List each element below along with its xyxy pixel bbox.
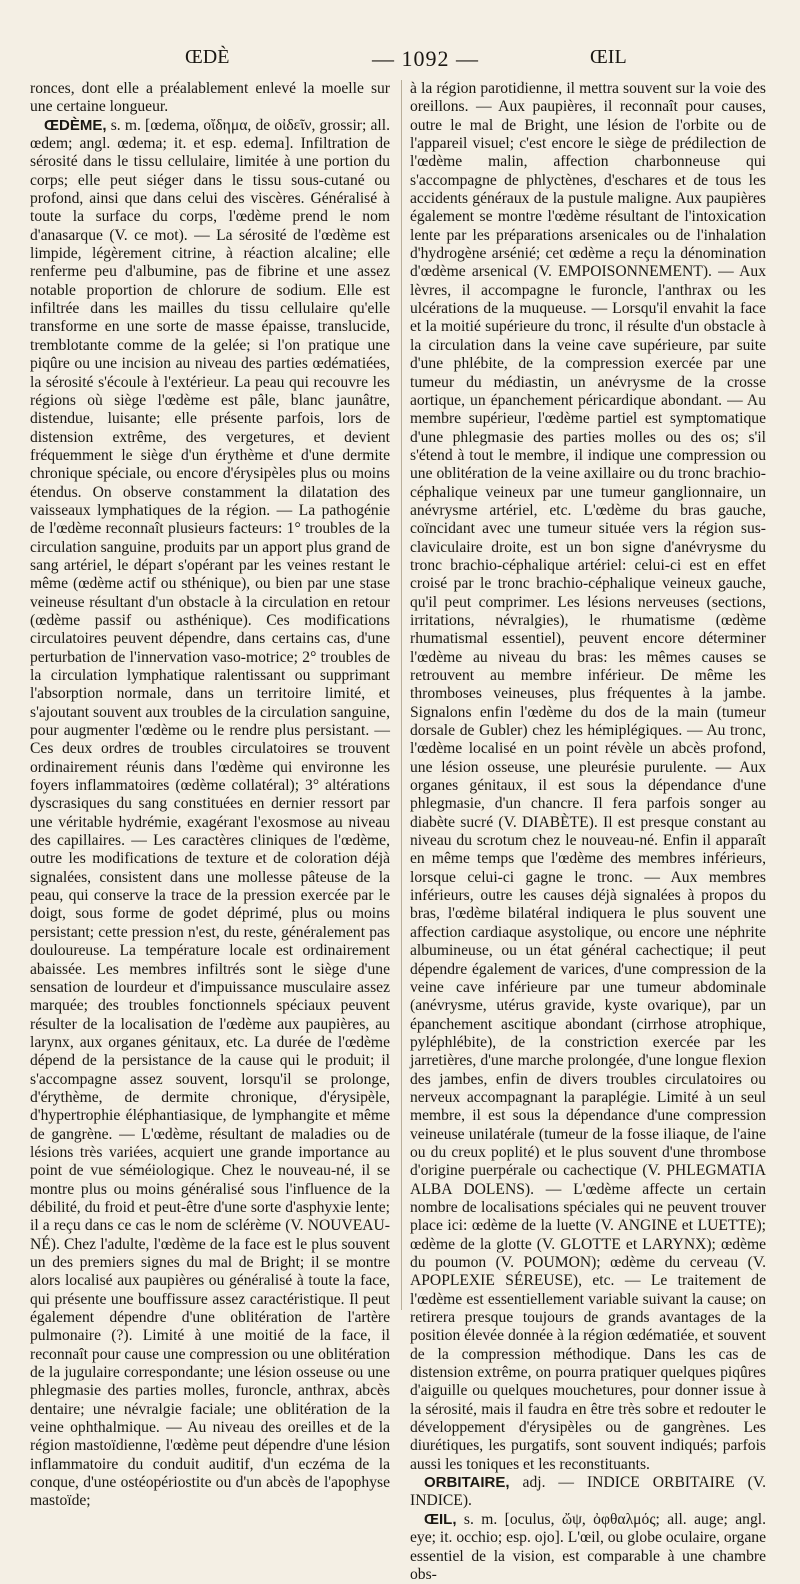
- running-head-right: ŒIL: [590, 46, 627, 68]
- column-divider: [401, 80, 402, 1310]
- page-number: — 1092 —: [372, 46, 479, 71]
- page-header: [30, 46, 760, 80]
- entry-orbitaire-text: adj. — INDICE ORBITAIRE (V. INDICE).: [410, 1474, 766, 1510]
- headword-oedeme: ŒDÈME,: [44, 116, 107, 134]
- entry-oeil-text: s. m. [oculus, ὤψ, ὀφθαλμός; all. auge; angl. eye; it. occhio; esp. ojo]. L'œil, ou globe oculaire, organe essentiel de la vision, est comparable à une chambre obs-: [410, 1510, 766, 1583]
- paragraph-ronces: ronces, dont elle a préalablement enlevé la moelle sur une certaine longueur.: [30, 80, 390, 116]
- entry-oedeme-text: s. m. [œdema, οἴδημα, de οἰδεῖν, grossir; all. œdem; angl. œdema; it. et esp. edema]. Infiltration de sérosité dans le tissu cellulaire, limitée à une portion du corps; elle peut siéger dans le tissu sous-cutané ou profond, ainsi que dans celui des viscères. Généralisé à toute la surface du corps, l'œdème prend le nom d'anasarque (V. ce mot). — La sérosité de l'œdème est limpide, légèrement citrine, à réaction alcaline; elle renferme peu d'albumine, pas de fibrine et une assez notable proportion de chlorure de sodium. Elle est infiltrée dans les mailles du tissu cellulaire qu'elle transforme en une sorte de masse épaisse, translucide, tremblotante comme de la gelée; si l'on pratique une piqûre ou une incision au niveau des parties œdématiées, la sérosité s'écoule à l'extérieur. La peau qui recouvre les régions où siège l'œdème est pâle, blanc jaunâtre, distendue, luisante; elle présente parfois, lors de distension extrême, des vergetures, et devient fréquemment le siège d'un érythème et d'une dermite chronique spéciale, ou encore d'érysipèles plus ou moins étendus. On observe constamment la dilatation des vaisseaux lymphatiques de la région. — La pathogénie de l'œdème reconnaît plusieurs facteurs: 1° troubles de la circulation sanguine, produits par un apport plus grand de sang artériel, le départ s'opérant par les veines restant le même (œdème actif ou sthénique), ou bien par une stase veineuse résultant d'un obstacle à la circulation en retour (œdème passif ou asthénique). Ces modifications circulatoires peuvent dépendre, dans certains cas, d'une perturbation de l'innervation vaso-motrice; 2° troubles de la circulation lymphatique ralentissant ou supprimant l'absorption normale, dans un territoire limité, et s'ajoutant souvent aux troubles de la circulation sanguine, pour augmenter l'œdème ou le rendre plus persistant. — Ces deux ordres de troubles circulatoires se trouvent ordinairement réunis dans l'œdème qui environne les foyers inflammatoires (œdème collatéral); 3° altérations dyscrasiques du sang constituées en dernier ressort par une véritable hydrémie, exagérant l'exosmose au niveau des capillaires. — Les caractères cliniques de l'œdème, outre les modifications de texture et de coloration déjà signalées, consistent dans une mollesse pâteuse de la peau, qui conserve la trace de la pression exercée par le doigt, sous forme de godet déprimé, plus ou moins persistant; cette pression n'est, du reste, généralement pas douloureuse. La température locale est ordinairement abaissée. Les membres infiltrés sont le siège d'une sensation de lourdeur et d'impuissance musculaire assez marquée; des troubles fonctionnels spéciaux peuvent résulter de la localisation de l'œdème aux paupières, au larynx, aux organes génitaux, etc. La durée de l'œdème dépend de la persistance de la cause qui le produit; il s'accompagne assez souvent, lorsqu'il se prolonge, d'érythème, de dermite chronique, d'érysipèle, d'hypertrophie éléphantiasique, de lymphangite et même de gangrène. — L'œdème, résultant de maladies ou de lésions très variées, acquiert une grande importance au point de vue séméiologique. Chez le nouveau-né, il se montre plus ou moins généralisé sous l'influence de la débilité, du froid et peut-être d'une sorte d'asphyxie lente; il a reçu dans ce cas le nom de sclérème (V. NOUVEAU-NÉ). Chez l'adulte, l'œdème de la face est le plus souvent un des premiers signes du mal de Bright; il se montre alors localisé aux paupières ou généralisé à toute la face, qui présente une bouffissure assez caractéristique. Il peut également dépendre d'une oblitération de l'artère pulmonaire (?). Limité à une moitié de la face, il reconnaît pour cause une compression ou une oblitération de la jugulaire correspondante; une lésion osseuse ou une phlegmasie des parties molles, furoncle, anthrax, abcès dentaire; une névralgie faciale; une oblitération de la veine ophthalmique. — Au niveau des oreilles et de la région mastoïdienne, l'œdème peut dépendre d'une lésion inflammatoire du conduit auditif, d'un eczéma de la conque, d'une ostéopériostite ou d'un abcès de l'apophyse mastoïde;: [30, 116, 390, 1510]
- left-column: [30, 80, 390, 1510]
- entry-oedeme-continued: à la région parotidienne, il mettra souvent sur la voie des oreillons. — Aux paupières, il reconnaît pour causes, outre le mal de Bright, une lésion de l'orbite ou de l'appareil visuel; c'est encore le siège de prédilection de l'œdème malin, affection charbonneuse qui s'accompagne de phlyctènes, d'eschares et de tous les accidents généraux de la pustule maligne. Aux paupières également se montre l'œdème résultant de l'intoxication lente par les préparations arsenicales ou de l'inhalation d'hydrogène arsénié; cet œdème a reçu la dénomination d'œdème arsenical (V. EMPOISONNEMENT). — Aux lèvres, il accompagne le furoncle, l'anthrax ou les ulcérations de la muqueuse. — Lorsqu'il envahit la face et la moitié supérieure du tronc, il résulte d'un obstacle à la circulation dans la veine cave supérieure, par suite d'une phlébite, de la compression exercée par une tumeur du médiastin, un anévrysme de la crosse aortique, un épanchement péricardique abondant. — Au membre supérieur, l'œdème partiel est symptomatique d'une phlegmasie des parties molles ou des os; s'il s'étend à tout le membre, il indique une compression ou une oblitération de la veine axillaire ou du tronc brachio-céphalique veineux par une tumeur ganglionnaire, un anévrysme artériel, etc. L'œdème du bras gauche, coïncidant avec une tumeur située vers la région sus-claviculaire droite, est un bon signe d'anévrysme du tronc brachio-céphalique artériel: celui-ci est en effet croisé par le tronc brachio-céphalique veineux gauche, qu'il peut comprimer. Les lésions nerveuses (sections, irritations, névralgies), le rhumatisme (œdème rhumatismal essentiel), peuvent encore déterminer l'œdème au niveau du bras: les mêmes causes se retrouvent au membre inférieur. De même les thromboses veineuses, plus fréquentes à la jambe. Signalons enfin l'œdème du dos de la main (tumeur dorsale de Gubler) chez les hémiplégiques. — Au tronc, l'œdème localisé en un point révèle un abcès profond, une lésion osseuse, une pleurésie purulente. — Aux organes génitaux, il est sous la dépendance d'une phlegmasie, d'un chancre. Il fera parfois songer au diabète sucré (V. DIABÈTE). Il est presque constant au niveau du scrotum chez le nouveau-né. Enfin il apparaît en même temps que l'œdème des membres inférieurs, lorsque celui-ci gagne le tronc. — Aux membres inférieurs, outre les causes déjà signalées à propos du bras, l'œdème bilatéral indiquera le plus souvent une affection cardiaque asystolique, ou encore une néphrite albumineuse, ou un état général cachectique; il peut dépendre également de varices, d'une compression de la veine cave inférieure par une tumeur abdominale (anévrysme, utérus gravide, kyste ovarique), par un épanchement ascitique abondant (cirrhose atrophique, pyléphlébite), de la constriction exercée par les jarretières, d'une marche prolongée, d'une longue flexion des jambes, enfin de divers troubles circulatoires ou nerveux accompagnant la paraplégie. Limité à un seul membre, il est sous la dépendance d'une compression veineuse unilatérale (tumeur de la fosse iliaque, de l'aine ou du creux poplité) et le plus souvent d'une thrombose d'origine puerpérale ou cachectique (V. PHLEGMATIA ALBA DOLENS). — L'œdème affecte un certain nombre de localisations spéciales qui ne peuvent trouver place ici: œdème de la luette (V. ANGINE et LUETTE); œdème de la glotte (V. GLOTTE et LARYNX); œdème du poumon (V. POUMON); œdème du cerveau (V. APOPLEXIE SÉREUSE), etc. — Le traitement de l'œdème est essentiellement variable suivant la cause; on retirera presque toujours de grands avantages de la position élevée donnée à la région œdématiée, et souvent de la compression méthodique. Dans les cas de distension extrême, on pourra pratiquer quelques piqûres d'aiguille ou quelques mouchetures, pour donner issue à la sérosité, mais il faudra en être très sobre et redouter le développement d'érysipèles ou de gangrènes. Les diurétiques, les purgatifs, sont souvent indiqués; parfois aussi les toniques et les reconstituants.: [410, 80, 766, 1473]
- entry-oedeme: [30, 117, 390, 1511]
- entry-oeil: [410, 1511, 766, 1584]
- running-head-left: ŒDÈ: [185, 46, 230, 68]
- right-column: [410, 80, 766, 1583]
- headword-orbitaire: ORBITAIRE,: [424, 1474, 510, 1492]
- entry-orbitaire: [410, 1474, 766, 1511]
- headword-oeil: ŒIL,: [424, 1510, 457, 1528]
